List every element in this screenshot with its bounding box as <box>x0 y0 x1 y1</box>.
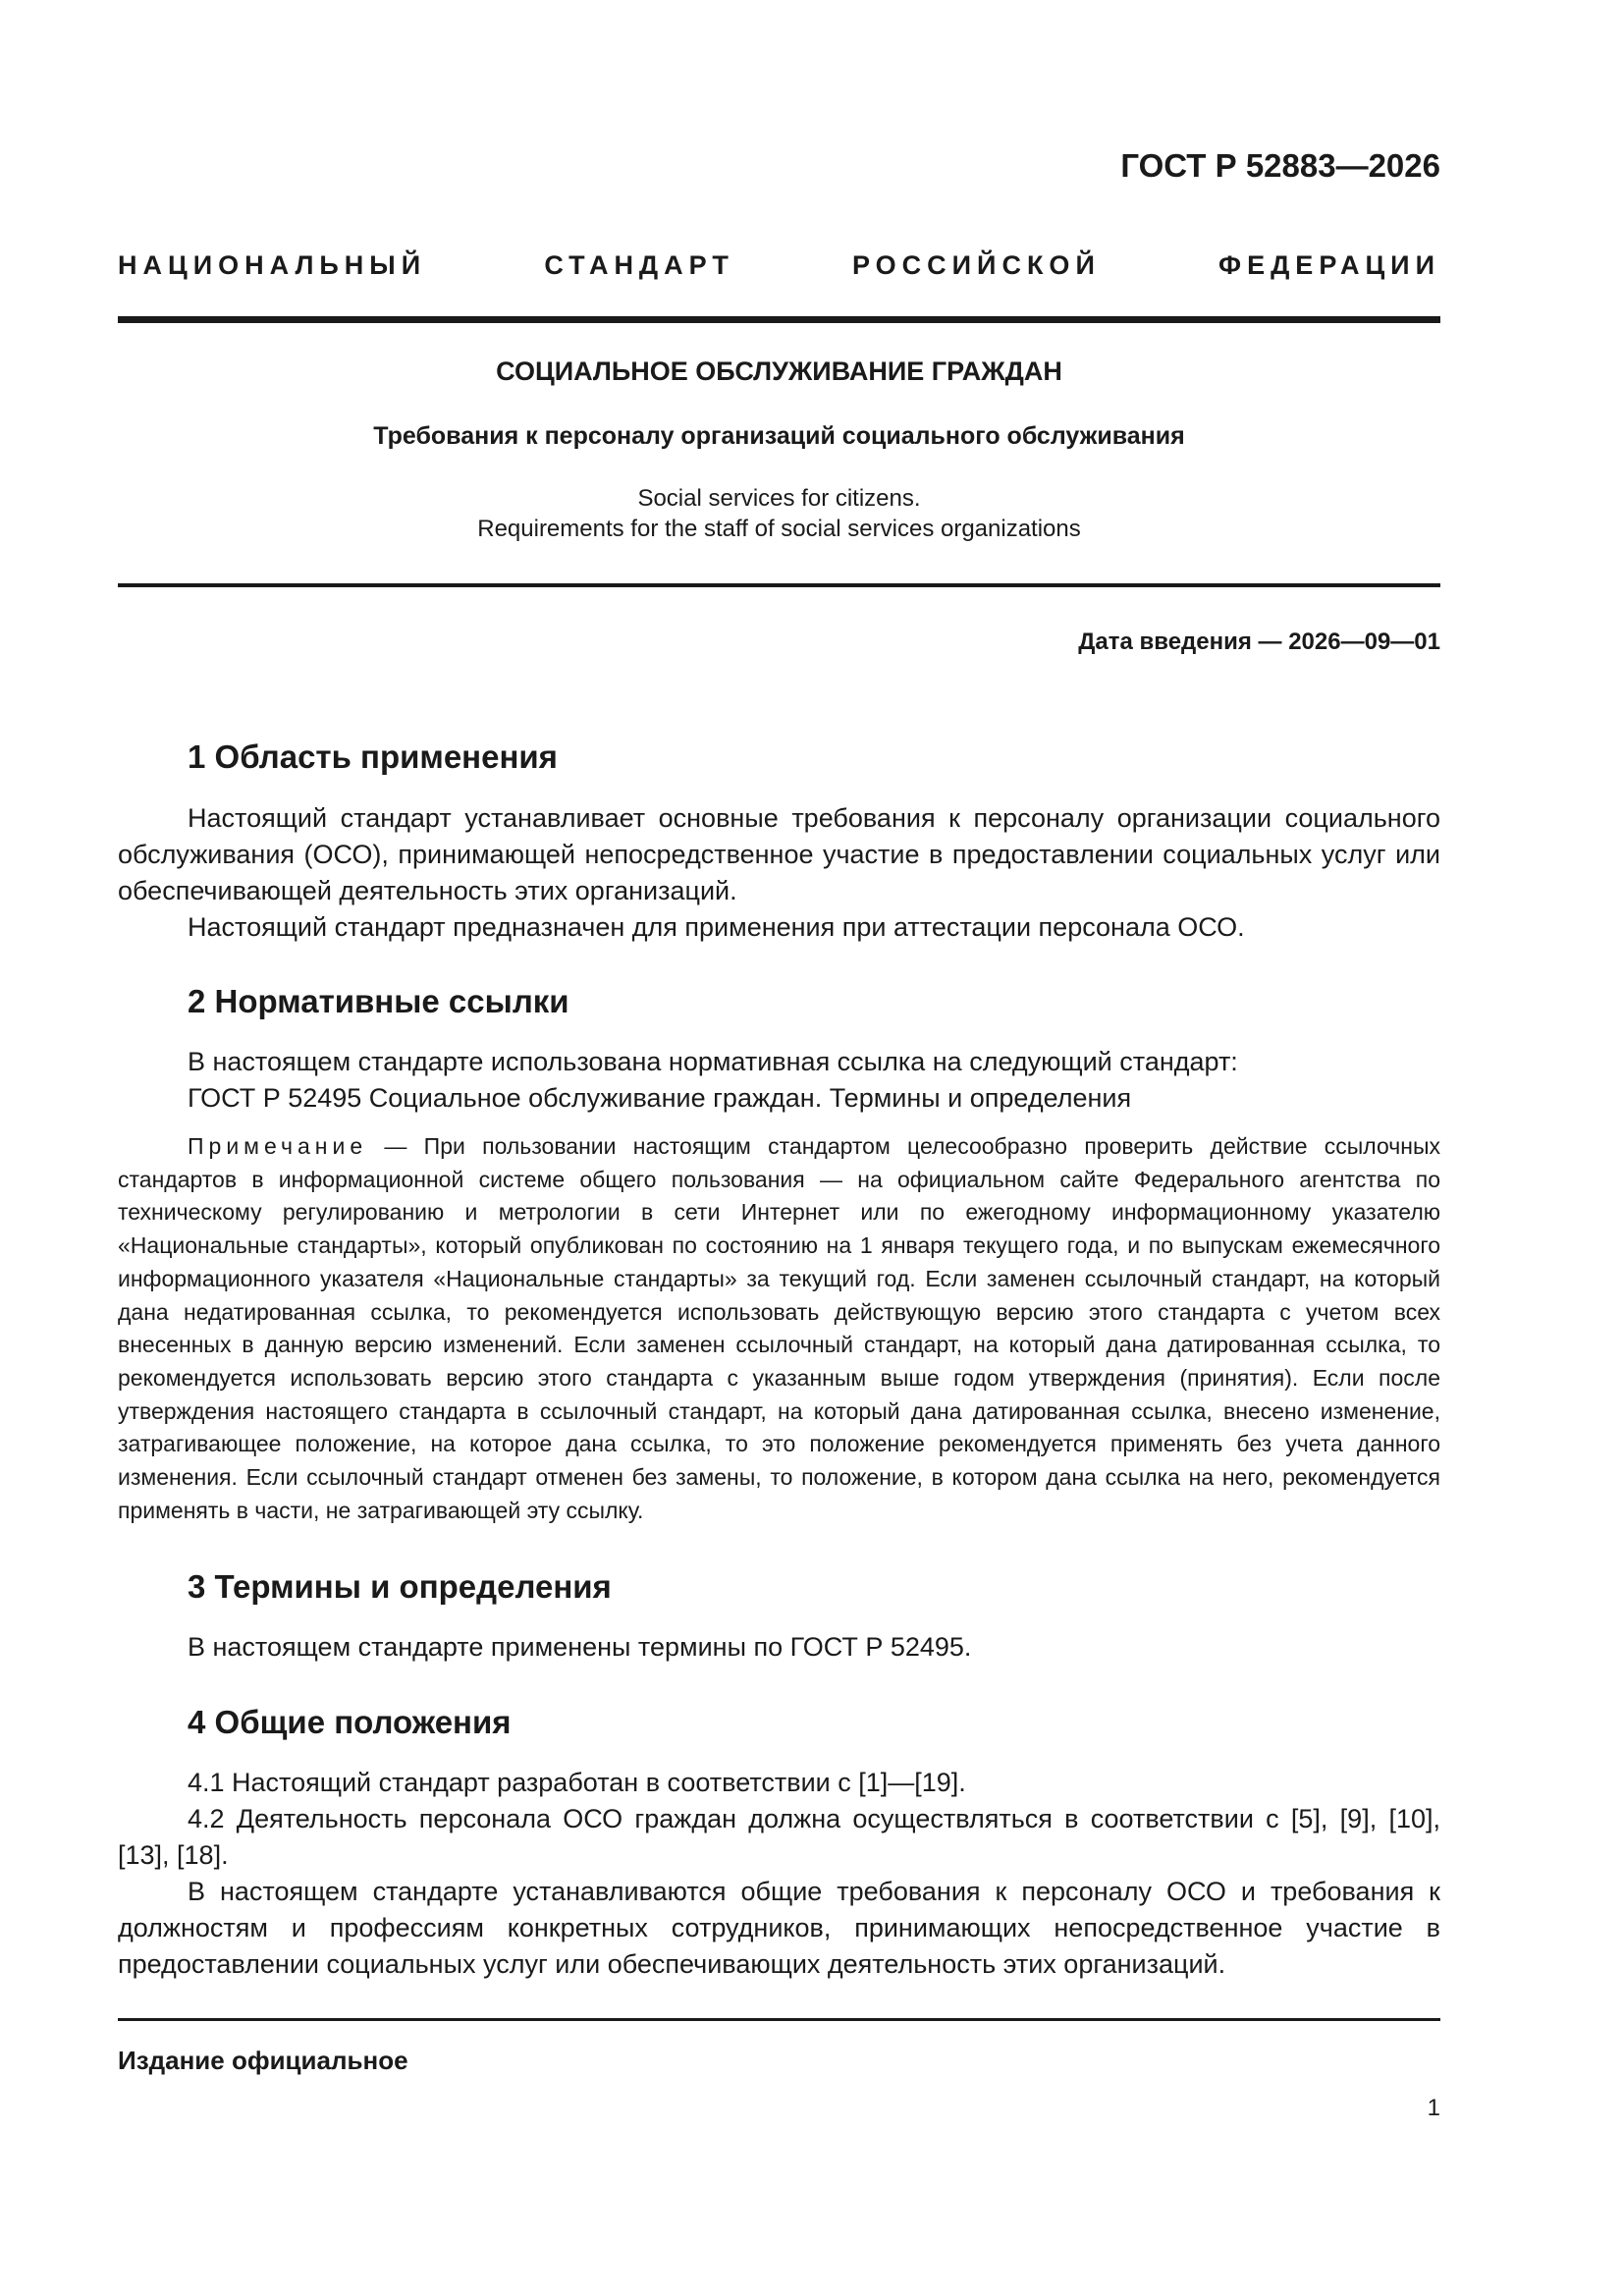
document-code: ГОСТ Р 52883—2026 <box>1120 147 1440 184</box>
english-title-line-2: Requirements for the staff of social services organizations <box>477 516 1081 542</box>
national-standard-banner: НАЦИОНАЛЬНЫЙ СТАНДАРТ РОССИЙСКОЙ ФЕДЕРАЦИИ <box>118 250 1440 280</box>
note-paragraph <box>118 1130 1440 1527</box>
note-label: Примечание <box>188 1133 368 1159</box>
effective-date: Дата введения — 2026—09—01 <box>1078 629 1440 655</box>
paragraph: В настоящем стандарте применены термины по ГОСТ Р 52495. <box>188 1632 972 1662</box>
official-edition-label: Издание официальное <box>118 2046 408 2075</box>
paragraph: 4.1 Настоящий стандарт разработан в соответствии с [1]—[19]. <box>188 1768 966 1797</box>
document-subtitle: Требования к персоналу организаций социального обслуживания <box>373 422 1185 450</box>
section-3-heading: 3 Термины и определения <box>188 1568 612 1605</box>
paragraph: Настоящий стандарт предназначен для применения при аттестации персонала ОСО. <box>188 912 1245 942</box>
section-3-body <box>118 1629 1440 1666</box>
section-4-heading: 4 Общие положения <box>188 1704 512 1740</box>
paragraph: Настоящий стандарт устанавливает основные требования к персоналу организации социального обслуживания (ОСО), принимающей непосредственное участие в предоставлении социальных услуг или обеспечивающей деятельность этих организаций. <box>118 803 1440 905</box>
footer-rule <box>118 2018 1440 2021</box>
paragraph: В настоящем стандарте использована нормативная ссылка на следующий стандарт: <box>188 1047 1238 1076</box>
paragraph: 4.2 Деятельность персонала ОСО граждан должна осуществляться в соответствии с [5], [9], [10], [13], [18]. <box>118 1804 1440 1870</box>
note-text: — При пользовании настоящим стандартом целесообразно проверить действие ссылочных стандартов в информационной системе общего пользования — на официальном сайте Федерального агентства по техническому регулированию и метрологии в сети Интернет или по ежегодному информационному указателю «Национальные стандарты», который опубликован по состоянию на 1 января текущего года, и по выпускам ежемесячного информационного указателя «Национальные стандарты» за текущий год. Если заменен ссылочный стандарт, на который дана недатированная ссылка, то рекомендуется использовать действующую версию этого стандарта с учетом всех внесенных в данную версию изменений. Если заменен ссылочный стандарт, на который дана датированная ссылка, то рекомендуется использовать версию этого стандарта с указанным выше годом утверждения (принятия). Если после утверждения настоящего стандарта в ссылочный стандарт, на который дана датированная ссылка, внесено изменение, затрагивающее положение, на которое дана ссылка, то это положение рекомендуется применять без учета данного изменения. Если ссылочный стандарт отменен без замены, то положение, в котором дана ссылка на него, рекомендуется применять в части, не затрагивающей эту ссылку. <box>118 1133 1440 1523</box>
page-number: 1 <box>1427 2095 1440 2121</box>
english-title-line-1: Social services for citizens. <box>637 485 921 512</box>
document-title: СОЦИАЛЬНОЕ ОБСЛУЖИВАНИЕ ГРАЖДАН <box>496 356 1062 386</box>
section-1-heading: 1 Область применения <box>188 738 558 775</box>
reference-entry: ГОСТ Р 52495 Социальное обслуживание граждан. Термины и определения <box>188 1083 1132 1113</box>
title-rule <box>118 583 1440 587</box>
header-rule <box>118 316 1440 323</box>
section-4-body <box>118 1765 1440 1983</box>
english-title <box>118 483 1440 544</box>
section-2-body <box>118 1044 1440 1117</box>
section-1-body <box>118 800 1440 946</box>
paragraph: В настоящем стандарте устанавливаются общие требования к персоналу ОСО и требования к должностям и профессиям конкретных сотрудников, принимающих непосредственное участие в предоставлении социальных услуг или обеспечивающих деятельность этих организаций. <box>118 1877 1440 1979</box>
section-2-heading: 2 Нормативные ссылки <box>188 983 569 1019</box>
note-block <box>118 1130 1440 1527</box>
